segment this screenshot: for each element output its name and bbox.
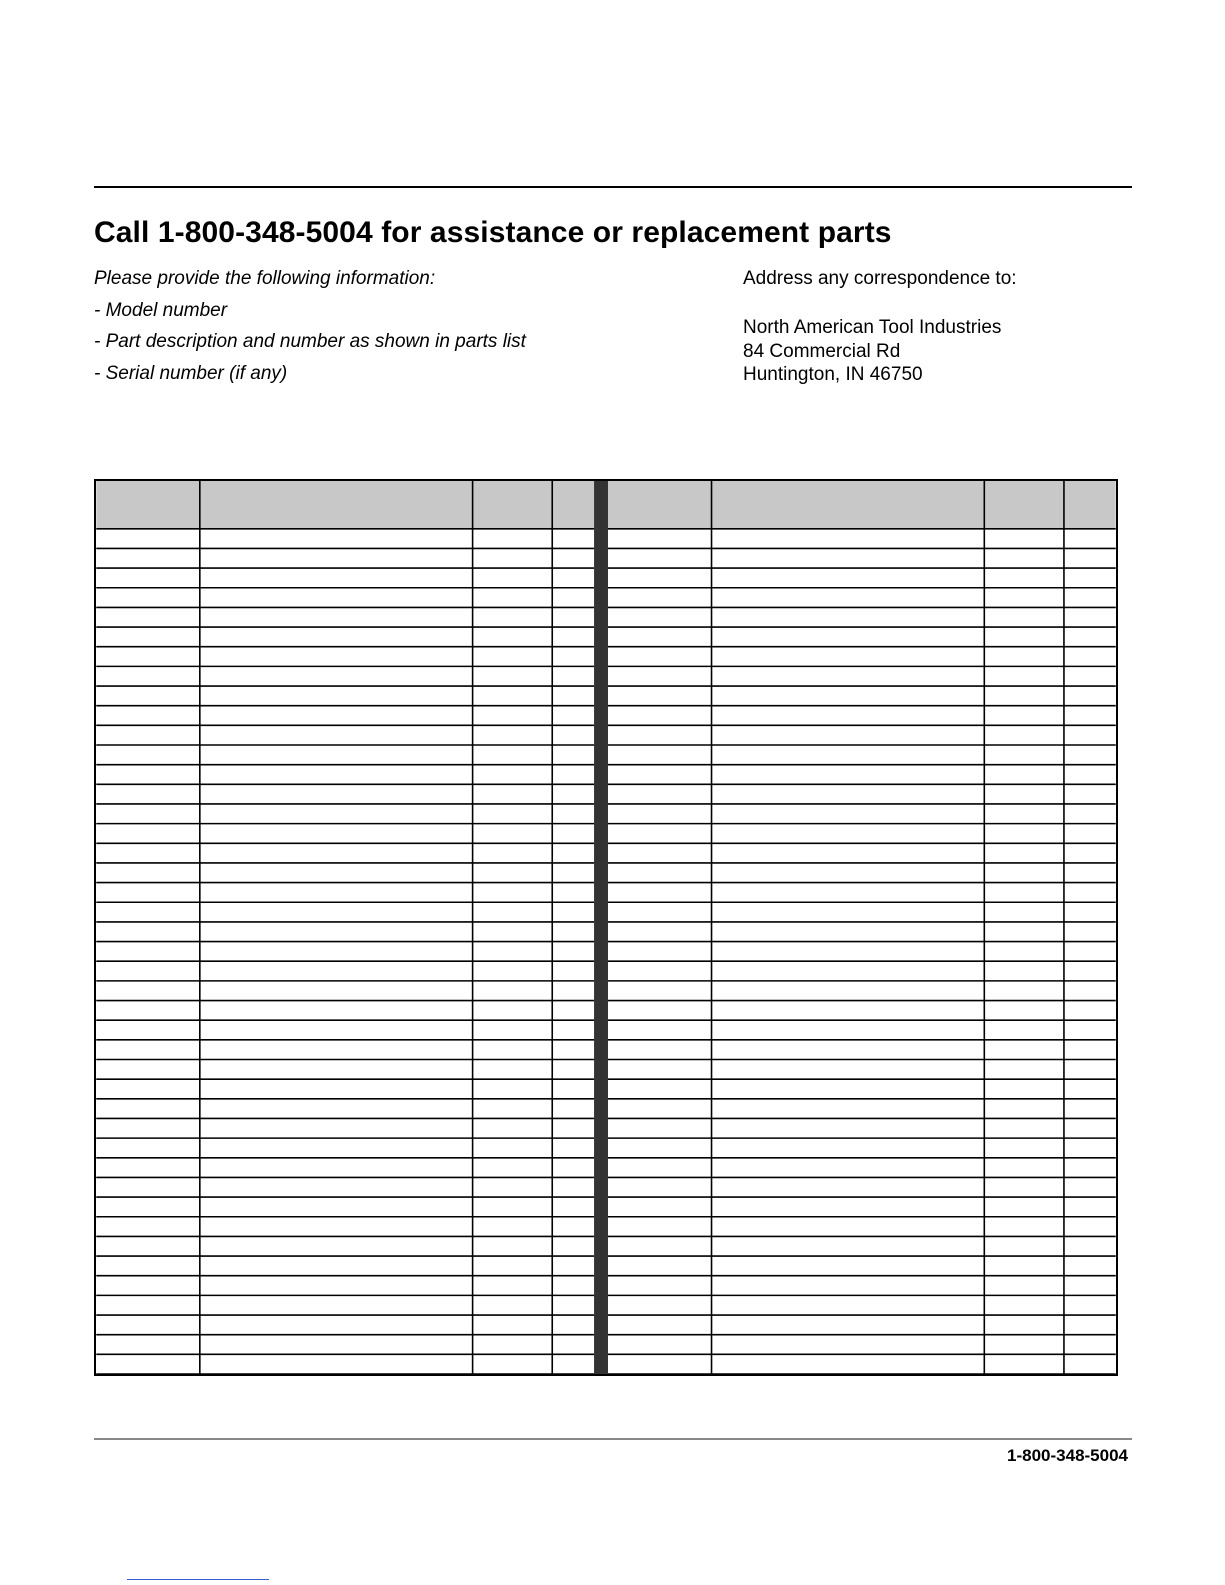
- address-line: Huntington, IN 46750: [743, 364, 923, 385]
- mailing-address: [743, 316, 1017, 387]
- parts-table-header: [96, 481, 1115, 1374]
- column-separator-bar: [594, 481, 608, 1374]
- header-cell-bg: [608, 481, 1116, 529]
- info-request-list: [94, 268, 526, 394]
- parts-table: [94, 479, 1118, 1376]
- info-request-intro: Please provide the following information:: [94, 268, 436, 289]
- correspondence-block: [743, 268, 1017, 387]
- address-line: North American Tool Industries: [743, 317, 1002, 338]
- page-title: Call 1-800-348-5004 for assistance or replacement parts: [94, 216, 892, 249]
- footer-phone-number: 1-800-348-5004: [1007, 1446, 1128, 1465]
- parts-table-columns: [200, 481, 1064, 1374]
- info-request-item: - Model number: [94, 299, 228, 321]
- header-cell-bg: [96, 481, 594, 529]
- correspondence-heading: Address any correspondence to:: [743, 268, 1017, 289]
- link-underline: [127, 1579, 269, 1580]
- info-request-item: - Part description and number as shown in parts list: [94, 331, 526, 352]
- bottom-divider: [94, 1438, 1132, 1440]
- address-line: 84 Commercial Rd: [743, 340, 901, 362]
- info-request-item: - Serial number (if any): [94, 362, 288, 384]
- top-divider: [94, 186, 1132, 188]
